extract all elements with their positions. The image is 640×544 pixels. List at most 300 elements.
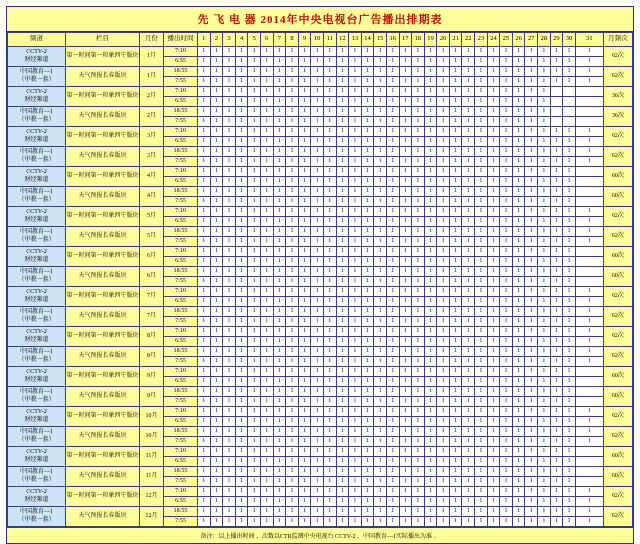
cell-day-23: 1 [475,147,488,157]
cell-day-8: 1 [286,137,299,147]
cell-day-28: 1 [538,207,551,217]
cell-day-8: 1 [286,47,299,57]
cell-time: 6:55 [164,217,198,227]
cell-day-17: 1 [399,487,412,497]
cell-day-21: 1 [449,297,462,307]
cell-day-16: 1 [386,127,399,137]
cell-time: 7:10 [164,207,198,217]
cell-day-2: 1 [210,117,223,127]
cell-day-9: 1 [298,297,311,307]
table-row [8,67,633,77]
cell-day-16: 1 [386,137,399,147]
cell-day-30: 1 [563,77,576,87]
cell-time: 18:55 [164,147,198,157]
cell-day-28: 1 [538,167,551,177]
cell-day-31 [575,177,603,187]
cell-day-24: 1 [487,117,500,127]
cell-day-27: 1 [525,487,538,497]
cell-day-11: 1 [323,457,336,467]
cell-day-23: 1 [475,447,488,457]
cell-total: 62次 [603,147,632,167]
cell-day-14: 1 [361,457,374,467]
cell-day-13: 1 [349,147,362,157]
cell-time: 6:55 [164,337,198,347]
cell-day-28: 1 [538,177,551,187]
cell-day-16: 1 [386,487,399,497]
cell-day-29: 1 [550,247,563,257]
cell-day-4: 1 [235,127,248,137]
cell-day-3: 1 [223,197,236,207]
cell-day-17: 1 [399,177,412,187]
cell-day-25: 1 [500,247,513,257]
cell-program: 第一时间第一印象西宁版块 [66,207,140,227]
cell-day-16: 1 [386,457,399,467]
cell-day-20: 1 [437,417,450,427]
cell-day-20: 1 [437,77,450,87]
cell-day-30: 1 [563,427,576,437]
cell-day-28: 1 [538,57,551,67]
cell-total: 62次 [603,47,632,67]
cell-day-26: 1 [512,147,525,157]
cell-day-9: 1 [298,87,311,97]
cell-month: 4月 [140,187,164,207]
cell-day-4: 1 [235,327,248,337]
cell-day-17: 1 [399,387,412,397]
cell-day-19: 1 [424,307,437,317]
cell-program: 第一时间第一印象西宁版块 [66,327,140,347]
cell-day-2: 1 [210,277,223,287]
cell-day-13: 1 [349,367,362,377]
cell-day-14: 1 [361,227,374,237]
cell-day-19: 1 [424,117,437,127]
cell-day-22: 1 [462,427,475,437]
cell-day-28: 1 [538,507,551,517]
cell-day-11: 1 [323,137,336,147]
cell-day-18: 1 [412,357,425,367]
cell-day-11: 1 [323,147,336,157]
cell-day-9: 1 [298,457,311,467]
cell-day-11: 1 [323,477,336,487]
cell-day-5: 1 [248,497,261,507]
cell-day-25: 1 [500,117,513,127]
cell-day-1: 1 [198,127,211,137]
cell-day-4: 1 [235,117,248,127]
cell-day-23: 1 [475,507,488,517]
cell-day-15: 1 [374,87,387,97]
cell-day-16: 1 [386,287,399,297]
cell-day-8: 1 [286,287,299,297]
cell-day-23: 1 [475,187,488,197]
cell-day-14: 1 [361,417,374,427]
cell-day-3: 1 [223,177,236,187]
cell-day-6: 1 [260,487,273,497]
cell-program: 天气预报长春版块 [66,347,140,367]
cell-day-17: 1 [399,167,412,177]
cell-day-31 [575,197,603,207]
cell-day-1: 1 [198,207,211,217]
cell-time: 6:55 [164,417,198,427]
cell-day-12: 1 [336,137,349,147]
cell-day-26: 1 [512,487,525,497]
cell-day-18: 1 [412,187,425,197]
cell-day-22: 1 [462,277,475,287]
cell-total: 60次 [603,467,632,487]
cell-day-6: 1 [260,257,273,267]
cell-day-26: 1 [512,187,525,197]
cell-day-6: 1 [260,347,273,357]
cell-day-14: 1 [361,77,374,87]
cell-day-19: 1 [424,347,437,357]
cell-day-31: 1 [575,297,603,307]
cell-day-12: 1 [336,417,349,427]
cell-day-3: 1 [223,157,236,167]
cell-day-7: 1 [273,247,286,257]
cell-day-24: 1 [487,267,500,277]
cell-day-8: 1 [286,477,299,487]
cell-day-13: 1 [349,267,362,277]
cell-day-13: 1 [349,77,362,87]
cell-day-1: 1 [198,447,211,457]
cell-day-2: 1 [210,297,223,307]
cell-day-13: 1 [349,67,362,77]
cell-day-11: 1 [323,47,336,57]
cell-day-18: 1 [412,487,425,497]
cell-day-8: 1 [286,507,299,517]
cell-day-1: 1 [198,67,211,77]
cell-day-30: 1 [563,417,576,427]
cell-day-23: 1 [475,97,488,107]
cell-program: 第一时间第一印象西宁版块 [66,487,140,507]
cell-month: 4月 [140,167,164,187]
cell-day-31: 1 [575,487,603,497]
cell-day-27: 1 [525,177,538,187]
cell-day-1: 1 [198,57,211,67]
cell-day-24: 1 [487,497,500,507]
cell-day-16: 1 [386,277,399,287]
cell-day-3: 1 [223,307,236,317]
cell-day-30: 1 [563,147,576,157]
cell-day-22: 1 [462,217,475,227]
cell-day-24: 1 [487,227,500,237]
cell-day-28: 1 [538,287,551,297]
cell-day-14: 1 [361,317,374,327]
cell-day-27: 1 [525,277,538,287]
cell-day-10: 1 [311,337,324,347]
cell-day-16: 1 [386,447,399,457]
header-day-24: 24 [487,33,500,47]
cell-day-7: 1 [273,67,286,77]
cell-day-29: 1 [550,237,563,247]
cell-day-8: 1 [286,237,299,247]
cell-day-20: 1 [437,297,450,307]
cell-day-17: 1 [399,137,412,147]
cell-day-19: 1 [424,367,437,377]
cell-day-26: 1 [512,127,525,137]
cell-day-13: 1 [349,347,362,357]
cell-day-17: 1 [399,327,412,337]
cell-day-17: 1 [399,317,412,327]
cell-day-27: 1 [525,147,538,157]
cell-day-18: 1 [412,367,425,377]
footer-note: 备注：以上播出时间 、次数以CTR监测中央电视台 CCTV-2 、中国教育—1实际播出为准 。 [7,527,633,543]
cell-day-31 [575,477,603,487]
cell-total: 62次 [603,287,632,307]
cell-day-8: 1 [286,77,299,87]
cell-day-30: 1 [563,227,576,237]
cell-day-18: 1 [412,247,425,257]
cell-day-27: 1 [525,317,538,327]
cell-day-19: 1 [424,507,437,517]
cell-day-15: 1 [374,417,387,427]
cell-day-6: 1 [260,217,273,227]
cell-day-12: 1 [336,187,349,197]
cell-time: 7:55 [164,477,198,487]
cell-day-7: 1 [273,467,286,477]
cell-day-23: 1 [475,177,488,187]
cell-day-17: 1 [399,187,412,197]
cell-day-10: 1 [311,247,324,257]
cell-day-20: 1 [437,437,450,447]
cell-day-20: 1 [437,467,450,477]
cell-day-15: 1 [374,57,387,67]
cell-day-20: 1 [437,307,450,317]
cell-day-5: 1 [248,307,261,317]
table-body [8,47,633,527]
cell-day-29 [550,117,563,127]
cell-day-20: 1 [437,137,450,147]
cell-day-17: 1 [399,147,412,157]
cell-day-19: 1 [424,447,437,457]
cell-day-12: 1 [336,97,349,107]
cell-day-19: 1 [424,187,437,197]
cell-day-12: 1 [336,197,349,207]
cell-day-4: 1 [235,227,248,237]
cell-day-23: 1 [475,207,488,217]
cell-day-1: 1 [198,147,211,157]
cell-day-3: 1 [223,127,236,137]
cell-month: 2月 [140,107,164,127]
cell-day-7: 1 [273,437,286,447]
cell-day-22: 1 [462,127,475,137]
cell-day-25: 1 [500,447,513,457]
cell-day-13: 1 [349,237,362,247]
cell-day-8: 1 [286,407,299,417]
cell-day-15: 1 [374,347,387,357]
cell-day-24: 1 [487,487,500,497]
header-month: 月份 [140,33,164,47]
cell-day-16: 1 [386,337,399,347]
cell-day-7: 1 [273,477,286,487]
cell-day-3: 1 [223,297,236,307]
cell-day-14: 1 [361,217,374,227]
cell-day-29: 1 [550,377,563,387]
cell-day-24: 1 [487,317,500,327]
cell-day-5: 1 [248,127,261,137]
cell-day-5: 1 [248,227,261,237]
cell-total: 60次 [603,267,632,287]
cell-day-9: 1 [298,247,311,257]
cell-day-8: 1 [286,447,299,457]
cell-day-24: 1 [487,77,500,87]
cell-day-5: 1 [248,337,261,347]
cell-day-21: 1 [449,77,462,87]
cell-day-27: 1 [525,67,538,77]
cell-day-13: 1 [349,157,362,167]
cell-day-22: 1 [462,97,475,107]
cell-day-7: 1 [273,187,286,197]
cell-day-20: 1 [437,177,450,187]
cell-day-4: 1 [235,457,248,467]
header-day-3: 3 [223,33,236,47]
cell-day-4: 1 [235,357,248,367]
cell-day-23: 1 [475,467,488,477]
cell-day-31: 1 [575,337,603,347]
cell-day-3: 1 [223,147,236,157]
cell-day-12: 1 [336,447,349,457]
cell-day-31: 1 [575,507,603,517]
cell-day-26: 1 [512,357,525,367]
cell-day-1: 1 [198,367,211,377]
cell-day-14: 1 [361,307,374,317]
cell-time: 7:55 [164,357,198,367]
cell-day-10: 1 [311,227,324,237]
cell-day-24: 1 [487,457,500,467]
cell-day-29: 1 [550,177,563,187]
cell-day-9: 1 [298,327,311,337]
cell-day-12: 1 [336,207,349,217]
cell-day-26: 1 [512,77,525,87]
cell-day-15: 1 [374,437,387,447]
cell-day-17: 1 [399,157,412,167]
cell-day-23: 1 [475,227,488,237]
header-day-22: 22 [462,33,475,47]
cell-day-6: 1 [260,237,273,247]
cell-day-6: 1 [260,427,273,437]
cell-day-18: 1 [412,137,425,147]
cell-day-14: 1 [361,477,374,487]
cell-day-24: 1 [487,47,500,57]
cell-day-7: 1 [273,287,286,297]
cell-day-6: 1 [260,467,273,477]
cell-day-24: 1 [487,137,500,147]
cell-day-6: 1 [260,477,273,487]
cell-day-1: 1 [198,337,211,347]
cell-day-2: 1 [210,407,223,417]
cell-day-15: 1 [374,487,387,497]
cell-channel: CCTV-2 财经频道 [8,487,66,507]
cell-channel: 中国教育—1 （中教一套） [8,307,66,327]
cell-day-25: 1 [500,67,513,77]
cell-day-29: 1 [550,297,563,307]
cell-day-26: 1 [512,317,525,327]
cell-day-7: 1 [273,397,286,407]
cell-day-19: 1 [424,197,437,207]
cell-day-10: 1 [311,57,324,67]
cell-day-19: 1 [424,157,437,167]
cell-day-25: 1 [500,267,513,277]
cell-day-14: 1 [361,137,374,147]
cell-day-10: 1 [311,457,324,467]
cell-day-13: 1 [349,387,362,397]
cell-day-5: 1 [248,57,261,67]
cell-day-18: 1 [412,377,425,387]
cell-time: 18:55 [164,67,198,77]
cell-day-2: 1 [210,247,223,257]
cell-day-3: 1 [223,507,236,517]
cell-day-10: 1 [311,117,324,127]
cell-day-25: 1 [500,487,513,497]
cell-day-13: 1 [349,437,362,447]
cell-day-9: 1 [298,357,311,367]
cell-day-7: 1 [273,377,286,387]
cell-day-3: 1 [223,467,236,477]
header-day-29: 29 [550,33,563,47]
cell-day-16: 1 [386,327,399,337]
table-row [8,187,633,197]
cell-total: 62次 [603,307,632,327]
cell-time: 7:10 [164,447,198,457]
cell-day-22: 1 [462,467,475,477]
cell-day-24: 1 [487,177,500,187]
cell-day-22: 1 [462,67,475,77]
cell-day-6: 1 [260,507,273,517]
cell-day-30: 1 [563,247,576,257]
cell-day-12: 1 [336,437,349,447]
cell-day-4: 1 [235,427,248,437]
cell-day-27: 1 [525,157,538,167]
cell-day-9: 1 [298,177,311,187]
cell-day-2: 1 [210,257,223,267]
table-row [8,387,633,397]
cell-day-20: 1 [437,477,450,487]
cell-day-10: 1 [311,407,324,417]
cell-day-14: 1 [361,467,374,477]
cell-day-22: 1 [462,157,475,167]
cell-day-15: 1 [374,467,387,477]
cell-day-29: 1 [550,347,563,357]
cell-day-31 [575,167,603,177]
cell-day-23: 1 [475,57,488,67]
cell-day-25: 1 [500,307,513,317]
cell-day-16: 1 [386,57,399,67]
cell-day-6: 1 [260,307,273,317]
cell-day-11: 1 [323,447,336,457]
cell-day-8: 1 [286,97,299,107]
cell-day-20: 1 [437,377,450,387]
cell-day-19: 1 [424,397,437,407]
cell-day-4: 1 [235,207,248,217]
cell-day-10: 1 [311,387,324,397]
cell-day-31: 1 [575,357,603,367]
cell-day-22: 1 [462,347,475,357]
cell-day-27: 1 [525,357,538,367]
cell-day-13: 1 [349,337,362,347]
cell-day-16: 1 [386,497,399,507]
cell-day-17: 1 [399,417,412,427]
cell-day-30 [563,87,576,97]
cell-day-17: 1 [399,517,412,527]
cell-day-15: 1 [374,447,387,457]
cell-day-6: 1 [260,397,273,407]
cell-day-20: 1 [437,147,450,157]
cell-day-28: 1 [538,437,551,447]
cell-day-12: 1 [336,237,349,247]
cell-day-17: 1 [399,47,412,57]
cell-day-29: 1 [550,387,563,397]
cell-day-5: 1 [248,77,261,87]
cell-day-3: 1 [223,77,236,87]
cell-channel: 中国教育—1 （中教一套） [8,267,66,287]
